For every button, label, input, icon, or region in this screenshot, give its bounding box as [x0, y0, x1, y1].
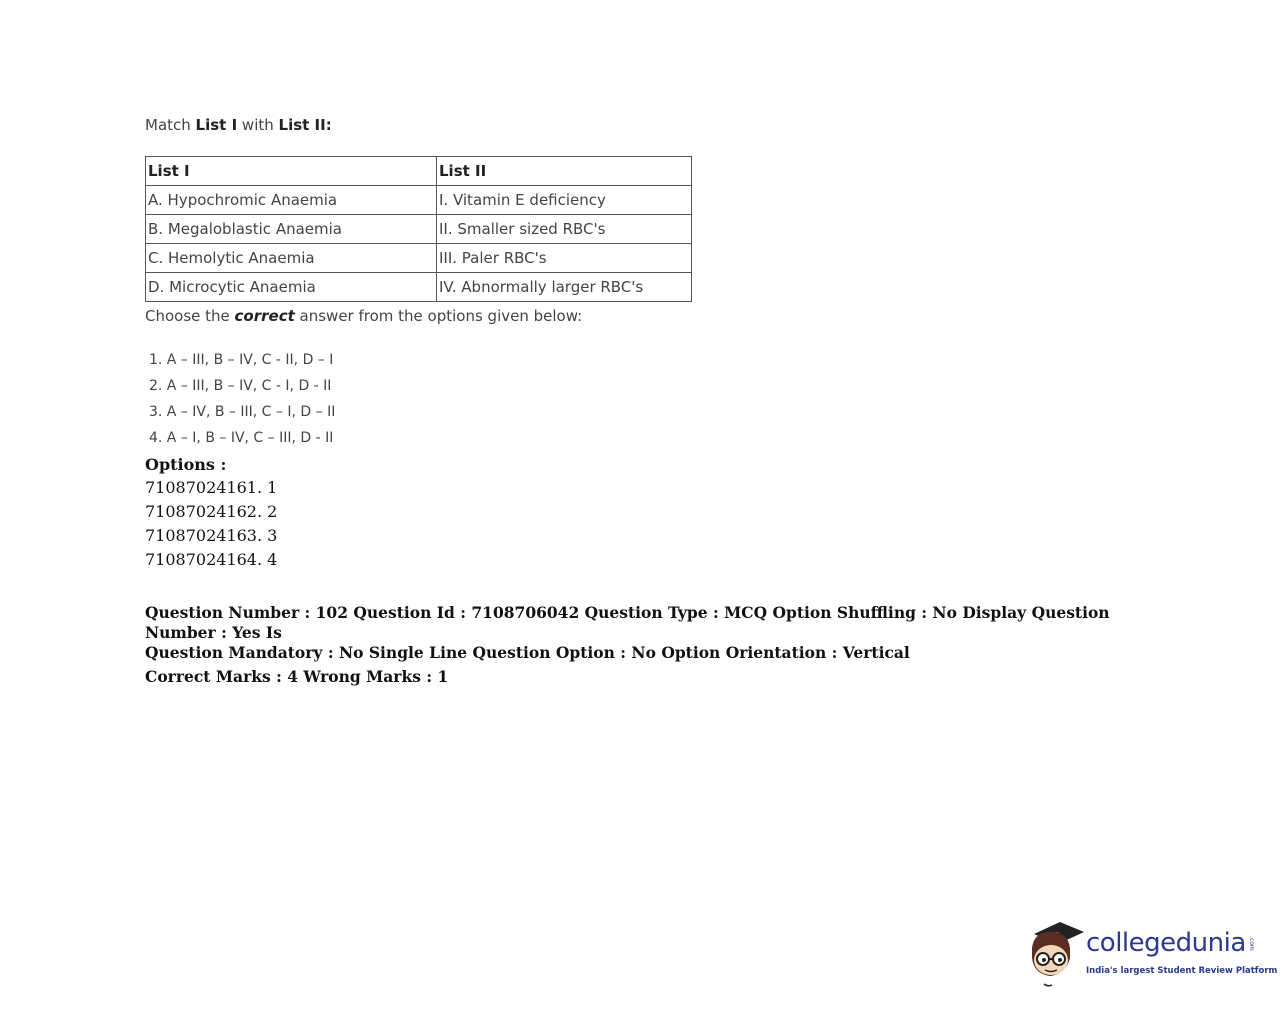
option-item: 71087024163. 3	[145, 526, 278, 545]
intro-list1: List I	[195, 116, 238, 134]
options-label: Options :	[145, 455, 227, 474]
answer-choice: 1. A – III, B – IV, C - II, D – I	[149, 352, 334, 368]
table-cell: D. Microcytic Anaemia	[146, 273, 437, 302]
metadata-line: Question Mandatory : No Single Line Question Option : No Option Orientation : Vertical	[145, 643, 910, 662]
intro-mid: with	[237, 116, 279, 134]
answer-choices-list	[149, 349, 335, 453]
table-cell: I. Vitamin E deficiency	[437, 186, 692, 215]
collegedunia-logo	[1026, 918, 1278, 988]
answer-choice: 3. A – IV, B – III, C – I, D – II	[149, 404, 336, 420]
table-header-cell: List II	[437, 157, 692, 186]
option-item: 71087024164. 4	[145, 550, 278, 569]
table-row	[146, 215, 692, 244]
metadata-line: Question Number : 102 Question Id : 7108706042 Question Type : MCQ Option Shuffling : No Display Question Number : Yes Is	[145, 603, 1110, 642]
option-item: 71087024161. 1	[145, 478, 278, 497]
table-cell: III. Paler RBC's	[437, 244, 692, 273]
table-row	[146, 244, 692, 273]
option-item: 71087024162. 2	[145, 502, 278, 521]
question-metadata	[145, 603, 1125, 687]
answer-choice: 2. A – III, B – IV, C - I, D - II	[149, 378, 332, 394]
options-list	[145, 478, 277, 574]
intro-list2: List II:	[278, 116, 332, 134]
answer-choice: 4. A – I, B – IV, C – III, D - II	[149, 430, 334, 446]
marks-line: Correct Marks : 4 Wrong Marks : 1	[145, 667, 449, 686]
table-cell: IV. Abnormally larger RBC's	[437, 273, 692, 302]
table-cell: B. Megaloblastic Anaemia	[146, 215, 437, 244]
choose-prefix: Choose the	[145, 307, 235, 325]
question-intro	[145, 116, 332, 134]
table-cell: II. Smaller sized RBC's	[437, 215, 692, 244]
table-cell: C. Hemolytic Anaemia	[146, 244, 437, 273]
match-table	[145, 156, 692, 302]
logo-tagline: India's largest Student Review Platform	[1086, 966, 1278, 976]
table-cell: A. Hypochromic Anaemia	[146, 186, 437, 215]
table-header-row	[146, 157, 692, 186]
logo-suffix: .com	[1248, 936, 1255, 951]
table-row	[146, 186, 692, 215]
mascot-icon	[1026, 918, 1086, 988]
choose-suffix: answer from the options given below:	[294, 307, 583, 325]
logo-wordmark: collegedunia	[1086, 928, 1246, 958]
choose-instruction	[145, 307, 582, 325]
table-row	[146, 273, 692, 302]
table-header-cell: List I	[146, 157, 437, 186]
intro-prefix: Match	[145, 116, 196, 134]
choose-emphasis: correct	[234, 307, 295, 325]
